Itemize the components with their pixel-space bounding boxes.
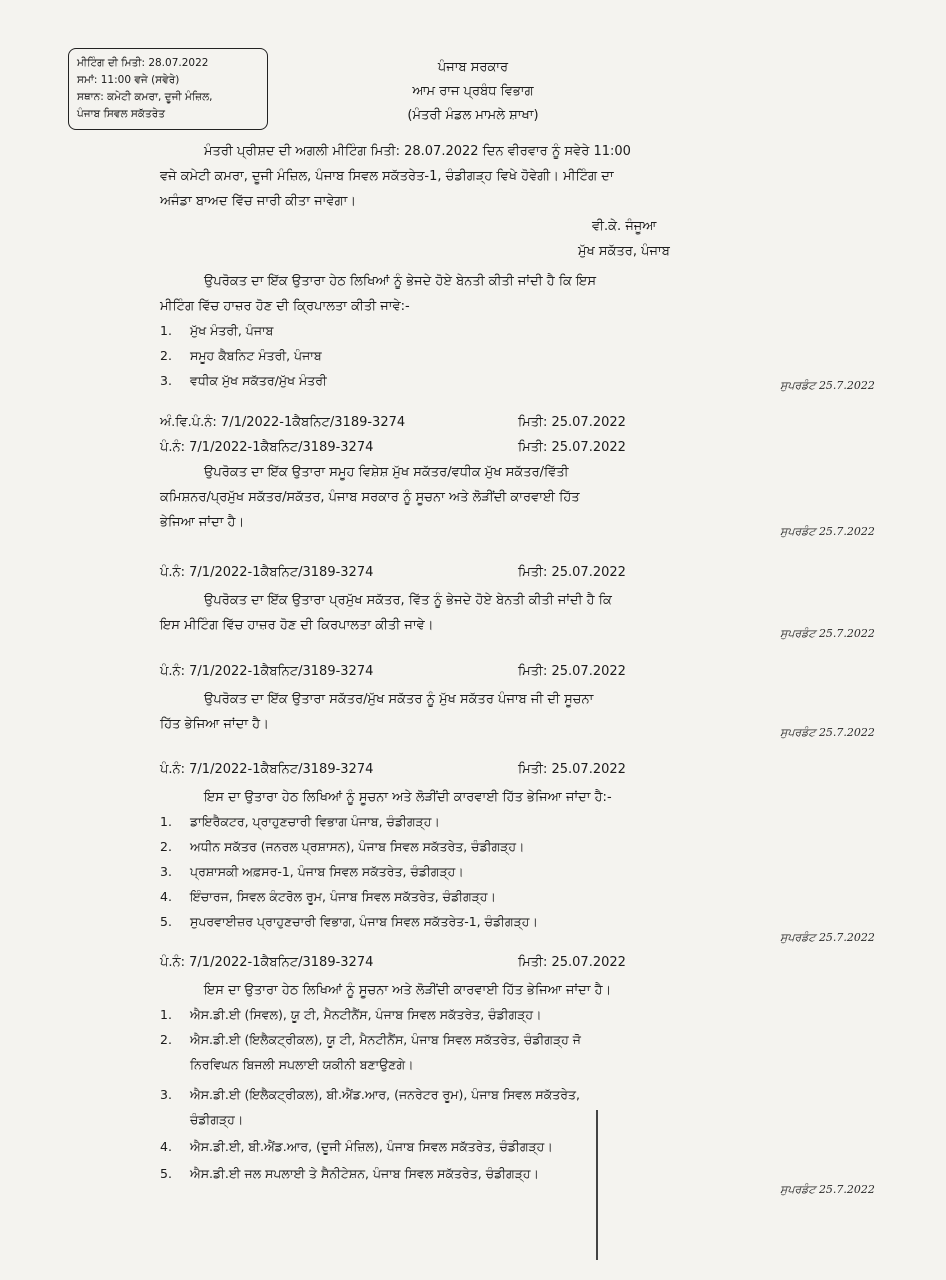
reference-number: ਪੰ.ਨੰ: 7/1/2022-1ਕੈਬਨਿਟ/3189-3274 (160, 955, 374, 970)
section4-line-1: ਉਪਰੋਕਤ ਦਾ ਇੱਕ ਉਤਾਰਾ ਸਕੱਤਰ/ਮੁੱਖ ਸਕੱਤਰ ਨੂੰ ਮੁੱਖ ਸਕੱਤਰ ਪੰਜਾਬ ਜੀ ਦੀ ਸੂਚਨਾ (204, 692, 594, 707)
list-item: 2. ਅਧੀਨ ਸਕੱਤਰ (ਜਨਰਲ ਪ੍ਰਸ਼ਾਸਨ), ਪੰਜਾਬ ਸਿਵਲ ਸਕੱਤਰੇਤ, ਚੰਡੀਗੜ੍ਹ। (160, 839, 525, 854)
section2-line-2: ਕਮਿਸ਼ਨਰ/ਪ੍ਰਮੁੱਖ ਸਕੱਤਰ/ਸਕੱਤਰ, ਪੰਜਾਬ ਸਰਕਾਰ ਨੂੰ ਸੂਚਨਾ ਅਤੇ ਲੋੜੀਂਦੀ ਕਾਰਵਾਈ ਹਿੱਤ (160, 490, 580, 505)
reference-date: ਮਿਤੀ: 25.07.2022 (518, 955, 626, 970)
list-item: 1. ਮੁੱਖ ਮੰਤਰੀ, ਪੰਜਾਬ (160, 323, 274, 338)
list-item: 1. ਡਾਇਰੈਕਟਰ, ਪ੍ਰਾਹੁਣਚਾਰੀ ਵਿਭਾਗ ਪੰਜਾਬ, ਚੰਡੀਗੜ੍ਹ। (160, 814, 440, 829)
reference-number: ਪੰ.ਨੰ: 7/1/2022-1ਕੈਬਨਿਟ/3189-3274 (160, 440, 374, 455)
section2-line-1: ਉਪਰੋਕਤ ਦਾ ਇੱਕ ਉਤਾਰਾ ਸਮੂਹ ਵਿਸ਼ੇਸ਼ ਮੁੱਖ ਸਕੱਤਰ/ਵਧੀਕ ਮੁੱਖ ਸਕੱਤਰ/ਵਿੱਤੀ (204, 465, 569, 480)
reference-number: ਅੰ.ਵਿ.ਪੰ.ਨੰ: 7/1/2022-1ਕੈਬਨਿਟ/3189-3274 (160, 415, 406, 430)
superintendent-stamp-2: ਸੁਪਰਡੰਟ 25.7.2022 (780, 525, 875, 538)
meeting-time: ਸਮਾਂ: 11:00 ਵਜੇ (ਸਵੇਰੇ) (77, 74, 180, 86)
list-item: 5. ਐਸ.ਡੀ.ਈ ਜਲ ਸਪਲਾਈ ਤੇ ਸੈਨੀਟੇਸ਼ਨ, ਪੰਜਾਬ ਸਿਵਲ ਸਕੱਤਰੇਤ, ਚੰਡੀਗੜ੍ਹ। (160, 1166, 539, 1181)
header-department: ਆਮ ਰਾਜ ਪ੍ਰਬੰਧ ਵਿਭਾਗ (412, 84, 534, 99)
header-government: ਪੰਜਾਬ ਸਰਕਾਰ (437, 60, 509, 75)
list-item-continuation: ਨਿਰਵਿਘਨ ਬਿਜਲੀ ਸਪਲਾਈ ਯਕੀਨੀ ਬਣਾਉਣਗੇ। (190, 1057, 414, 1072)
section6-line-1: ਇਸ ਦਾ ਉਤਾਰਾ ਹੇਠ ਲਿਖਿਆਂ ਨੂੰ ਸੂਚਨਾ ਅਤੇ ਲੋੜੀਂਦੀ ਕਾਰਵਾਈ ਹਿੱਤ ਭੇਜਿਆ ਜਾਂਦਾ ਹੈ। (204, 983, 612, 998)
section3-line-1: ਉਪਰੋਕਤ ਦਾ ਇੱਕ ਉਤਾਰਾ ਪ੍ਰਮੁੱਖ ਸਕੱਤਰ, ਵਿੱਤ ਨੂੰ ਭੇਜਦੇ ਹੋਏ ਬੇਨਤੀ ਕੀਤੀ ਜਾਂਦੀ ਹੈ ਕਿ (204, 593, 612, 608)
section4-line-2: ਹਿੱਤ ਭੇਜਿਆ ਜਾਂਦਾ ਹੈ। (160, 717, 269, 732)
list-item: 2. ਐਸ.ਡੀ.ਈ (ਇਲੈਕਟ੍ਰੀਕਲ), ਯੂ ਟੀ, ਮੈਨਟੀਨੈਂਸ, ਪੰਜਾਬ ਸਿਵਲ ਸਕੱਤਰੇਤ, ਚੰਡੀਗੜ੍ਹ ਜੋ (160, 1032, 581, 1047)
superintendent-stamp-4: ਸੁਪਰਡੰਟ 25.7.2022 (780, 726, 875, 739)
superintendent-stamp-1: ਸੁਪਰਡੰਟ 25.7.2022 (780, 379, 875, 392)
intro-line-2: ਵਜੇ ਕਮੇਟੀ ਕਮਰਾ, ਦੂਜੀ ਮੰਜ਼ਿਲ, ਪੰਜਾਬ ਸਿਵਲ ਸਕੱਤਰੇਤ-1, ਚੰਡੀਗੜ੍ਹ ਵਿਖੇ ਹੋਵੇਗੀ। ਮੀਟਿੰਗ ਦਾ (160, 169, 614, 184)
list-item: 3. ਐਸ.ਡੀ.ਈ (ਇਲੈਕਟ੍ਰੀਕਲ), ਬੀ.ਐਂਡ.ਆਰ, (ਜਨਰੇਟਰ ਰੂਮ), ਪੰਜਾਬ ਸਿਵਲ ਸਕੱਤਰੇਤ, (160, 1087, 581, 1102)
reference-number: ਪੰ.ਨੰ: 7/1/2022-1ਕੈਬਨਿਟ/3189-3274 (160, 664, 374, 679)
meeting-info-box (68, 48, 268, 130)
reference-date: ਮਿਤੀ: 25.07.2022 (518, 762, 626, 777)
intro-line-3: ਅਜੰਡਾ ਬਾਅਦ ਵਿੱਚ ਜਾਰੀ ਕੀਤਾ ਜਾਵੇਗਾ। (160, 194, 357, 209)
list-item: 5. ਸੁਪਰਵਾਈਜ਼ਰ ਪ੍ਰਾਹੁਣਚਾਰੀ ਵਿਭਾਗ, ਪੰਜਾਬ ਸਿਵਲ ਸਕੱਤਰੇਤ-1, ਚੰਡੀਗੜ੍ਹ। (160, 914, 538, 929)
superintendent-stamp-5: ਸੁਪਰਡੰਟ 25.7.2022 (780, 931, 875, 944)
reference-date: ਮਿਤੀ: 25.07.2022 (518, 440, 626, 455)
meeting-place-2: ਪੰਜਾਬ ਸਿਵਲ ਸਕੱਤਰੇਤ (77, 108, 166, 120)
section5-line-1: ਇਸ ਦਾ ਉਤਾਰਾ ਹੇਠ ਲਿਖਿਆਂ ਨੂੰ ਸੂਚਨਾ ਅਤੇ ਲੋੜੀਂਦੀ ਕਾਰਵਾਈ ਹਿੱਤ ਭੇਜਿਆ ਜਾਂਦਾ ਹੈ:- (204, 790, 612, 805)
margin-line (596, 1110, 598, 1260)
superintendent-stamp-6: ਸੁਪਰਡੰਟ 25.7.2022 (780, 1183, 875, 1196)
section2-line-3: ਭੇਜਿਆ ਜਾਂਦਾ ਹੈ। (160, 515, 245, 530)
list-item: 1. ਐਸ.ਡੀ.ਈ (ਸਿਵਲ), ਯੂ ਟੀ, ਮੈਨਟੀਨੈਂਸ, ਪੰਜਾਬ ਸਿਵਲ ਸਕੱਤਰੇਤ, ਚੰਡੀਗੜ੍ਹ। (160, 1007, 542, 1022)
list-item: 3. ਵਧੀਕ ਮੁੱਖ ਸਕੱਤਰ/ਮੁੱਖ ਮੰਤਰੀ (160, 373, 327, 388)
list-item: 4. ਐਸ.ਡੀ.ਈ, ਬੀ.ਐਂਡ.ਆਰ, (ਦੂਜੀ ਮੰਜ਼ਿਲ), ਪੰਜਾਬ ਸਿਵਲ ਸਕੱਤਰੇਤ, ਚੰਡੀਗੜ੍ਹ। (160, 1139, 553, 1154)
reference-number: ਪੰ.ਨੰ: 7/1/2022-1ਕੈਬਨਿਟ/3189-3274 (160, 565, 374, 580)
reference-date: ਮਿਤੀ: 25.07.2022 (518, 415, 626, 430)
list-item-continuation: ਚੰਡੀਗੜ੍ਹ। (190, 1112, 244, 1127)
signatory-title: ਮੁੱਖ ਸਕੱਤਰ, ਪੰਜਾਬ (578, 244, 670, 259)
header-branch: (ਮੰਤਰੀ ਮੰਡਲ ਮਾਮਲੇ ਸ਼ਾਖਾ) (407, 108, 539, 123)
section1-line-1: ਉਪਰੋਕਤ ਦਾ ਇੱਕ ਉਤਾਰਾ ਹੇਠ ਲਿਖਿਆਂ ਨੂੰ ਭੇਜਦੇ ਹੋਏ ਬੇਨਤੀ ਕੀਤੀ ਜਾਂਦੀ ਹੈ ਕਿ ਇਸ (204, 274, 596, 289)
reference-date: ਮਿਤੀ: 25.07.2022 (518, 664, 626, 679)
signatory-name: ਵੀ.ਕੇ. ਜੰਜੂਆ (592, 219, 657, 234)
section1-line-2: ਮੀਟਿੰਗ ਵਿੱਚ ਹਾਜ਼ਰ ਹੋਣ ਦੀ ਕ੍ਰਿਪਾਲਤਾ ਕੀਤੀ ਜਾਵੇ:- (160, 299, 410, 314)
list-item: 3. ਪ੍ਰਸ਼ਾਸਕੀ ਅਫ਼ਸਰ-1, ਪੰਜਾਬ ਸਿਵਲ ਸਕੱਤਰੇਤ, ਚੰਡੀਗੜ੍ਹ। (160, 864, 464, 879)
list-item: 4. ਇੰਚਾਰਜ, ਸਿਵਲ ਕੰਟਰੋਲ ਰੂਮ, ਪੰਜਾਬ ਸਿਵਲ ਸਕੱਤਰੇਤ, ਚੰਡੀਗੜ੍ਹ। (160, 889, 496, 904)
reference-date: ਮਿਤੀ: 25.07.2022 (518, 565, 626, 580)
list-item: 2. ਸਮੂਹ ਕੈਬਨਿਟ ਮੰਤਰੀ, ਪੰਜਾਬ (160, 348, 322, 363)
meeting-date: ਮੀਟਿੰਗ ਦੀ ਮਿਤੀ: 28.07.2022 (77, 57, 209, 69)
superintendent-stamp-3: ਸੁਪਰਡੰਟ 25.7.2022 (780, 627, 875, 640)
reference-number: ਪੰ.ਨੰ: 7/1/2022-1ਕੈਬਨਿਟ/3189-3274 (160, 762, 374, 777)
intro-line-1: ਮੰਤਰੀ ਪ੍ਰੀਸ਼ਦ ਦੀ ਅਗਲੀ ਮੀਟਿੰਗ ਮਿਤੀ: 28.07.2022 ਦਿਨ ਵੀਰਵਾਰ ਨੂੰ ਸਵੇਰੇ 11:00 (204, 144, 631, 159)
meeting-place: ਸਥਾਨ: ਕਮੇਟੀ ਕਮਰਾ, ਦੂਜੀ ਮੰਜ਼ਿਲ, (77, 91, 213, 103)
section3-line-2: ਇਸ ਮੀਟਿੰਗ ਵਿੱਚ ਹਾਜ਼ਰ ਹੋਣ ਦੀ ਕਿਰਪਾਲਤਾ ਕੀਤੀ ਜਾਵੇ। (160, 618, 434, 633)
